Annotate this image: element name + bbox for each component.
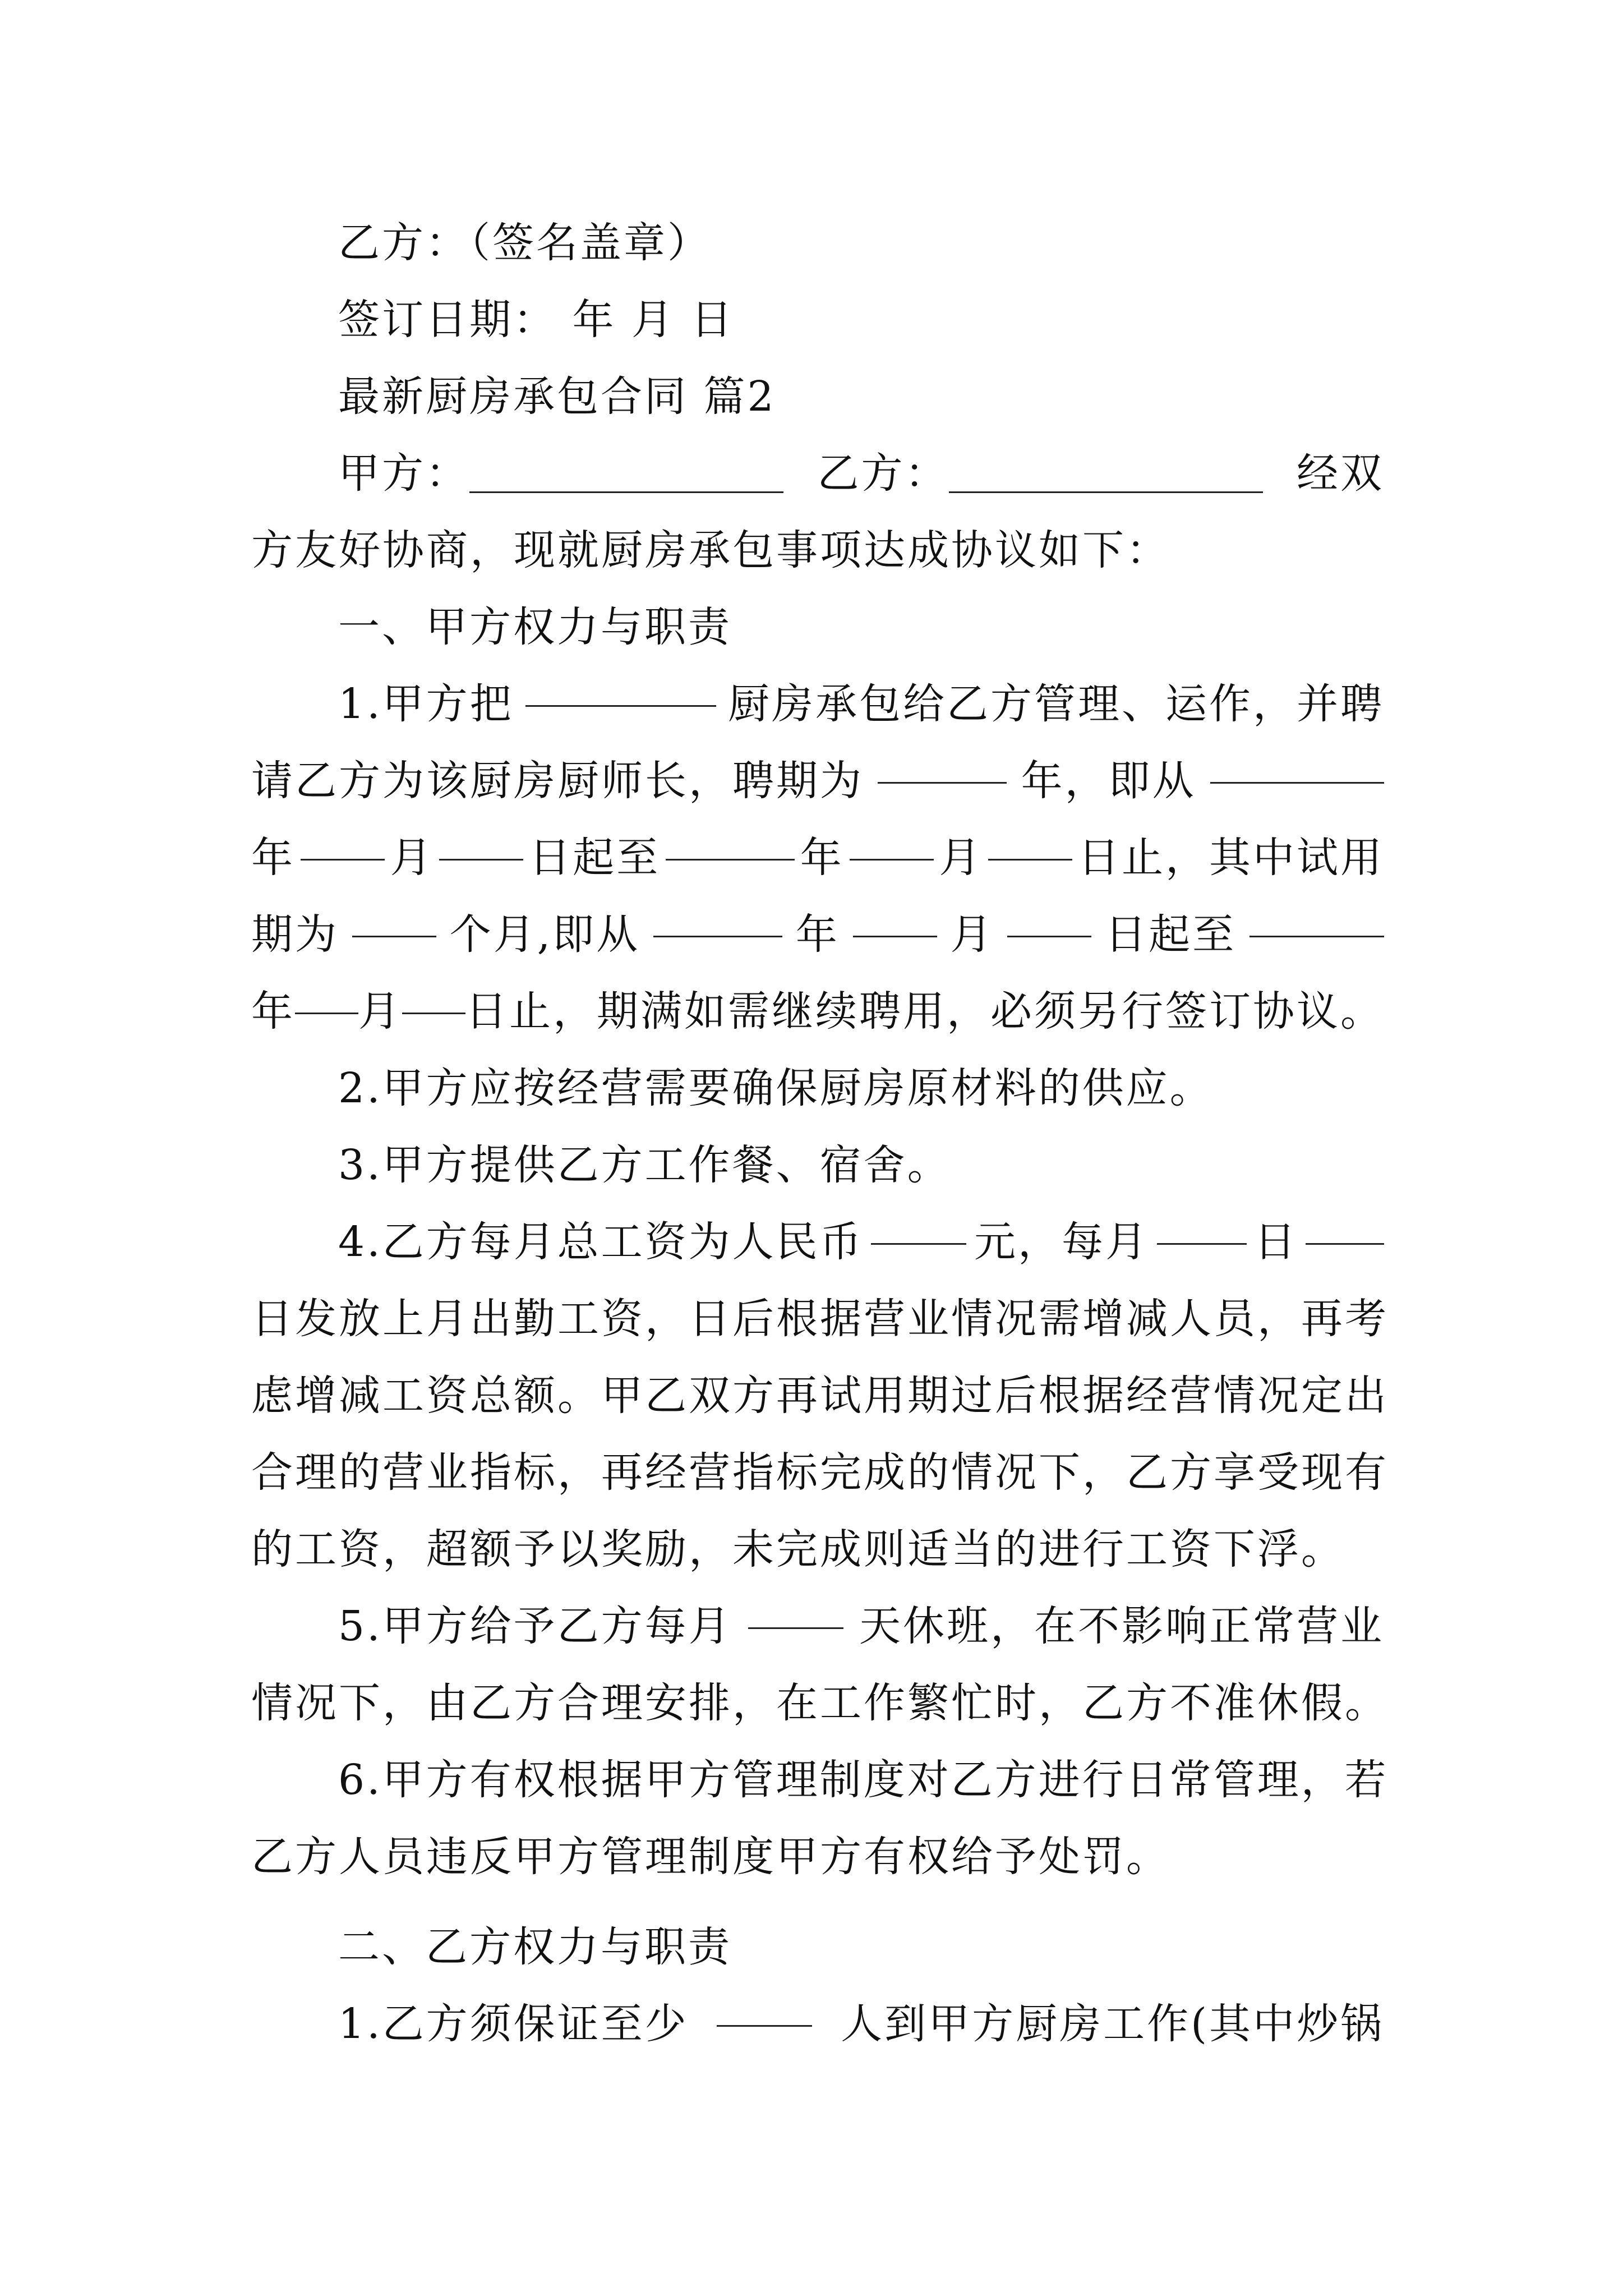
item3-line (251, 1127, 1384, 1204)
item5-seg-c: 情况下，由乙方合理安排，在工作繁忙时，乙方不准休假。 (251, 1679, 1389, 1727)
item4-seg-g: 的工资，超额予以奖励，未完成则适当的进行工资下浮。 (251, 1525, 1345, 1573)
item1-seg-j: 日止，其中试用 (1077, 834, 1384, 882)
item1-seg-b: 厨房承包给乙方管理、运作，并聘 (727, 680, 1384, 728)
term-years-blank (878, 743, 1007, 784)
salary-blank (871, 1204, 966, 1245)
start-year-blank (1210, 743, 1384, 784)
item2-line (251, 1050, 1384, 1127)
kitchen-name-blank (525, 666, 716, 707)
trial-end-year-blank (1249, 896, 1384, 937)
heading-1-text: 一、甲方权力与职责 (338, 603, 732, 651)
item4-seg-b: 元，每月 (974, 1218, 1149, 1266)
party-b-blank (949, 452, 1263, 493)
pay-day-start-blank (1157, 1204, 1247, 1245)
heading-party-a (251, 589, 1384, 666)
item7-seg-a: 1.乙方须保证至少 (338, 2000, 689, 2048)
item1-seg-g: 日起至 (529, 834, 661, 882)
trial-months-blank (352, 896, 436, 937)
item4-seg-c: 日 (1254, 1218, 1298, 1266)
item1-seg-q: 月 (358, 987, 402, 1036)
item1-seg-e: 年 (251, 834, 295, 882)
heading-2-text: 二、乙方权力与职责 (338, 1923, 732, 1971)
item1-line3 (251, 820, 1384, 896)
trial-start-day-blank (1007, 896, 1091, 937)
item5-line1 (251, 1588, 1384, 1665)
item1-seg-c: 请乙方为该厨房厨师长，聘期为 (251, 757, 864, 805)
section-title (251, 358, 1384, 435)
trial-end-month-blank (295, 973, 358, 1014)
intro-text: 方友好协商，现就厨房承包事项达成协议如下： (251, 526, 1170, 574)
item1-seg-h: 年 (800, 834, 844, 882)
item1-seg-r: 日止，期满如需继续聘用，必须另行签订协议。 (465, 987, 1384, 1036)
parties-line (251, 435, 1384, 512)
signature-b-text: 乙方：（签名盖章） (338, 219, 711, 267)
item4-line5 (251, 1511, 1384, 1588)
heading-party-b (251, 1909, 1384, 1986)
staff-count-blank (717, 1986, 812, 2027)
paragraph-gap (251, 1895, 1384, 1909)
item1-line5 (251, 973, 1384, 1050)
end-day-blank (988, 820, 1072, 861)
item1-line1 (251, 666, 1384, 743)
item1-seg-k: 期为 (251, 910, 339, 959)
item4-seg-f: 合理的营业指标，再经营指标完成的情况下，乙方享受现有 (251, 1448, 1389, 1497)
start-day-blank (439, 820, 523, 861)
item6-seg-b: 乙方人员违反甲方管理制度甲方有权给予处罚。 (251, 1833, 1170, 1881)
item5-seg-a: 5.甲方给予乙方每月 (338, 1602, 732, 1650)
intro-line (251, 512, 1384, 589)
signature-line-b (251, 205, 1384, 282)
pay-day-end-blank (1306, 1204, 1384, 1245)
item1-seg-d: 年，即从 (1021, 757, 1196, 805)
item4-line2 (251, 1281, 1389, 1358)
item1-seg-m: 年 (795, 910, 840, 959)
item1-seg-o: 日起至 (1105, 910, 1237, 959)
parties-tail: 经双 (1297, 449, 1384, 498)
item1-seg-p: 年 (251, 987, 295, 1036)
item1-seg-f: 月 (390, 834, 434, 882)
sign-date-text: 签订日期： 年 月 日 (338, 296, 735, 344)
item5-line2 (251, 1665, 1389, 1742)
item6-seg-a: 6.甲方有权根据甲方管理制度对乙方进行日常管理，若 (338, 1756, 1389, 1804)
item1-seg-l: 个月,即从 (449, 910, 640, 959)
item7-line1 (251, 1986, 1384, 2063)
item4-seg-e: 虑增减工资总额。甲乙双方再试用期过后根据经营情况定出 (251, 1372, 1389, 1420)
item4-seg-a: 4.乙方每月总工资为人民币 (338, 1218, 864, 1266)
contract-text (251, 205, 1389, 2063)
item3-text: 3.甲方提供乙方工作餐、宿舍。 (338, 1141, 951, 1189)
item2-text: 2.甲方应按经营需要确保厨房原材料的供应。 (338, 1064, 1214, 1112)
item4-line3 (251, 1358, 1389, 1434)
sign-date-line (251, 282, 1384, 358)
section-title-text: 最新厨房承包合同 篇2 (338, 372, 776, 421)
item1-seg-a: 1.甲方把 (338, 680, 514, 728)
item5-seg-b: 天休班，在不影响正常营业 (859, 1602, 1384, 1650)
item7-seg-b: 人到甲方厨房工作(其中炒锅 (841, 2000, 1384, 2048)
rest-days-blank (748, 1588, 843, 1629)
party-b-label: 乙方： (817, 449, 949, 498)
trial-end-day-blank (402, 973, 465, 1014)
item4-line4 (251, 1434, 1389, 1511)
end-year-blank (666, 820, 795, 861)
item1-seg-n: 月 (950, 910, 994, 959)
item4-line1 (251, 1204, 1384, 1281)
item1-seg-i: 月 (939, 834, 983, 882)
trial-start-month-blank (853, 896, 937, 937)
party-a-blank (469, 452, 783, 493)
item6-line2 (251, 1819, 1384, 1895)
end-month-blank (850, 820, 934, 861)
item1-line2 (251, 743, 1384, 820)
trial-start-year-blank (653, 896, 782, 937)
item1-line4 (251, 896, 1384, 973)
party-b-group (818, 435, 1263, 512)
start-month-blank (301, 820, 385, 861)
party-a-label: 甲方： (338, 449, 469, 498)
party-a-group (338, 435, 783, 512)
item4-seg-d: 日发放上月出勤工资，日后根据营业情况需增减人员，再考 (251, 1295, 1389, 1343)
item6-line1 (251, 1742, 1389, 1819)
